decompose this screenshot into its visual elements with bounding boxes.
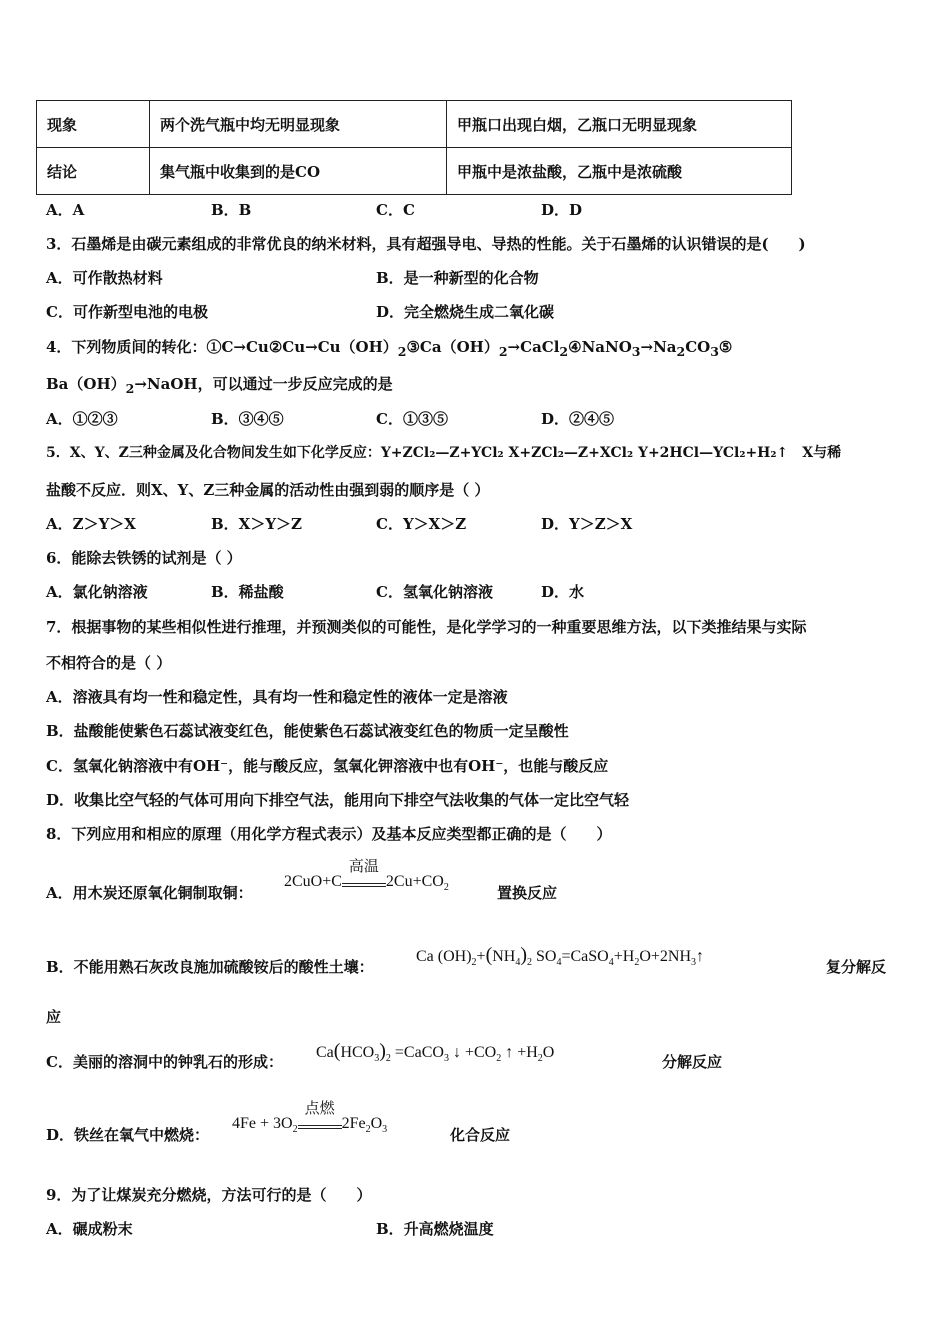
option-c: C．Y＞X＞Z (376, 515, 467, 533)
option-a: A．溶液具有均一性和稳定性，具有均一性和稳定性的液体一定是溶液 (46, 688, 508, 706)
equation-c: $Ca(HCO_3)_2$ =CaCO$_3$ ↓ $+CO_2$ ↑ $+H_2O$ (316, 1040, 555, 1065)
option-d: D．Y＞Z＞X (541, 515, 633, 533)
option-d: D．铁丝在氧气中燃烧： (46, 1126, 210, 1144)
table-cell: 甲瓶口出现白烟，乙瓶口无明显现象 (447, 101, 792, 148)
option-a: A．碾成粉末 (46, 1220, 133, 1238)
reaction-type-b-cont: 应 (46, 1008, 62, 1026)
option-b: B．③④⑤ (211, 410, 284, 428)
option-a: A．①②③ (46, 410, 118, 428)
option-a: A．A (46, 201, 85, 219)
table-cell: 现象 (37, 101, 150, 148)
option-b: B．稀盐酸 (211, 583, 284, 601)
equation-d: $4Fe + 3O_2$ 点燃 $2Fe_2O_3$ (232, 1099, 388, 1136)
option-a: A．氯化钠溶液 (46, 583, 148, 601)
option-b: B．盐酸能使紫色石蕊试液变红色，能使紫色石蕊试液变红色的物质一定呈酸性 (46, 722, 569, 740)
equation-a: 2CuO+C 高温 $2Cu+CO_2$ (284, 857, 449, 894)
table-row (37, 101, 792, 148)
question-7-stem: 7．根据事物的某些相似性进行推理，并预测类似的可能性，是化学学习的一种重要思维方法，以下类推结果与实际 (46, 618, 807, 636)
table-cell: 结论 (37, 148, 150, 195)
option-d: D．收集比空气轻的气体可用向下排空气法，能用向下排空气法收集的气体一定比空气轻 (46, 791, 630, 809)
option-c: C．①③⑤ (376, 410, 448, 428)
option-a: A．可作散热材料 (46, 269, 163, 287)
reaction-type-c: 分解反应 (662, 1053, 723, 1071)
option-d: D．水 (541, 583, 585, 601)
table-cell: 两个洗气瓶中均无明显现象 (150, 101, 447, 148)
question-6-stem: 6．能除去铁锈的试剂是（ ） (46, 549, 242, 567)
question-8-stem: 8．下列应用和相应的原理（用化学方程式表示）及基本反应类型都正确的是（ ） (46, 825, 612, 843)
option-a: A．用木炭还原氧化铜制取铜： (46, 884, 253, 902)
question-5-stem-line2: 盐酸不反应．则X、Y、Z三种金属的活动性由强到弱的顺序是（ ） (46, 481, 490, 499)
option-b: B．升高燃烧温度 (376, 1220, 494, 1238)
reaction-type-b: 复分解反 (826, 958, 887, 976)
question-4-stem-line2: $Ba(OH)_2\to NaOH$，可以通过一步反应完成的是 (46, 375, 393, 396)
table-row (37, 148, 792, 195)
option-c: C．C (376, 201, 415, 219)
equation-b: Ca $(OH)_2+(NH_4)_2$ $SO_4=CaSO_4+H_2O+2NH_3↑$ (416, 944, 704, 969)
option-d: D．D (541, 201, 583, 219)
option-b: B．是一种新型的化合物 (376, 269, 539, 287)
question-9-stem: 9．为了让煤炭充分燃烧，方法可行的是（ ） (46, 1186, 372, 1204)
question-3-stem: 3．石墨烯是由碳元素组成的非常优良的纳米材料，具有超强导电、导热的性能。关于石墨烯的认识错误的是( ) (46, 235, 806, 253)
option-b: B．X＞Y＞Z (211, 515, 302, 533)
option-d: D．完全燃烧生成二氧化碳 (376, 303, 555, 321)
option-b: B．B (211, 201, 252, 219)
reaction-type-a: 置换反应 (497, 884, 558, 902)
option-b: B．不能用熟石灰改良施加硫酸铵后的酸性土壤： (46, 958, 374, 976)
question-5-stem: 5．X、Y、Z三种金属及化合物间发生如下化学反应：Y+ZCl₂—Z+YCl₂ X+ZCl₂—Z+XCl₂ Y+2HCl—YCl₂+H₂↑ X与稀 (46, 445, 842, 461)
option-a: A．Z＞Y＞X (46, 515, 136, 533)
question-4-stem: 4．下列物质间的转化：$①C\to Cu②Cu\to Cu(OH)_2③Ca(OH)_2\to CaCl_2④NaNO_3\to Na_2CO_3⑤$ (46, 338, 733, 359)
option-d: D．②④⑤ (541, 410, 615, 428)
experiment-table (36, 100, 792, 195)
option-c: C．可作新型电池的电极 (46, 303, 208, 321)
reaction-type-d: 化合反应 (450, 1126, 511, 1144)
option-c: C．氢氧化钠溶液中有OH⁻，能与酸反应，氢氧化钾溶液中也有OH⁻，也能与酸反应 (46, 757, 609, 775)
question-7-stem-line2: 不相符合的是（ ） (46, 654, 172, 672)
option-c: C．氢氧化钠溶液 (376, 583, 493, 601)
table-cell: 甲瓶中是浓盐酸，乙瓶中是浓硫酸 (447, 148, 792, 195)
option-c: C．美丽的溶洞中的钟乳石的形成： (46, 1053, 283, 1071)
table-cell: 集气瓶中收集到的是CO (150, 148, 447, 195)
